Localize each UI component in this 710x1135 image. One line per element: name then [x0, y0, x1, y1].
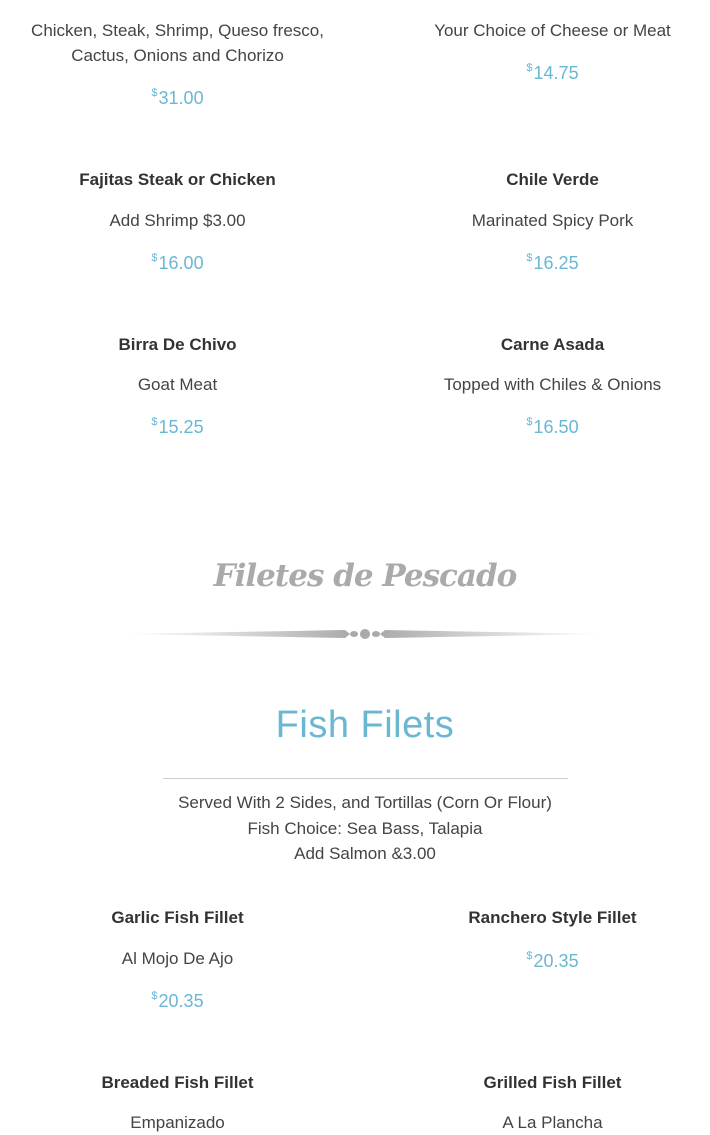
currency-symbol: $	[526, 416, 533, 428]
menu-item-name: Chile Verde	[506, 170, 599, 189]
currency-symbol: $	[526, 62, 533, 74]
menu-item-name: Carne Asada	[500, 335, 605, 354]
menu-item-name: Ranchero Style Fillet	[468, 908, 637, 927]
menu-item-name: Fajitas Steak or Chicken	[79, 170, 276, 189]
section-divider	[163, 778, 568, 779]
section-title: Fish Filets	[275, 704, 455, 746]
currency-symbol: $	[151, 252, 158, 264]
currency-symbol: $	[526, 252, 533, 264]
menu-item-price: $16.50	[526, 416, 579, 437]
menu-item-price: $20.35	[151, 990, 204, 1011]
menu-item-description: Your Choice of Cheese or Meat	[434, 21, 671, 40]
menu-item-name: Garlic Fish Fillet	[111, 908, 244, 927]
menu-item-name: Birra De Chivo	[118, 335, 237, 354]
section-script-title: Filetes de Pescado	[213, 558, 517, 594]
menu-item-description: Goat Meat	[137, 375, 218, 394]
menu-item-price: $20.35	[526, 950, 579, 971]
ornamental-divider-icon	[120, 624, 610, 644]
menu-item-price: $16.25	[526, 252, 579, 273]
menu-item-name: Grilled Fish Fillet	[483, 1073, 622, 1092]
currency-symbol: $	[526, 950, 533, 962]
menu-item-description: Empanizado	[130, 1113, 225, 1132]
menu-item-description: Al Mojo De Ajo	[121, 949, 234, 968]
currency-symbol: $	[151, 416, 158, 428]
menu-item-price: $16.00	[151, 252, 204, 273]
menu-item-description: Add Shrimp $3.00	[109, 211, 246, 230]
menu-item-price: $31.00	[151, 87, 204, 108]
menu-item-name: Breaded Fish Fillet	[101, 1073, 254, 1092]
menu-item-description: Chicken, Steak, Shrimp, Queso fresco, Cactus, Onions and Chorizo	[31, 21, 324, 65]
currency-symbol: $	[151, 87, 158, 99]
menu-item-price: $14.75	[526, 62, 579, 83]
menu-item-description: Topped with Chiles & Onions	[443, 375, 662, 394]
section-note: Served With 2 Sides, and Tortillas (Corn Or Flour) Fish Choice: Sea Bass, Talapia Add Salmon &3.00	[178, 793, 552, 863]
menu-item-description: A La Plancha	[502, 1113, 603, 1132]
currency-symbol: $	[151, 990, 158, 1002]
menu-item-description: Marinated Spicy Pork	[471, 211, 634, 230]
menu-item-price: $15.25	[151, 416, 204, 437]
